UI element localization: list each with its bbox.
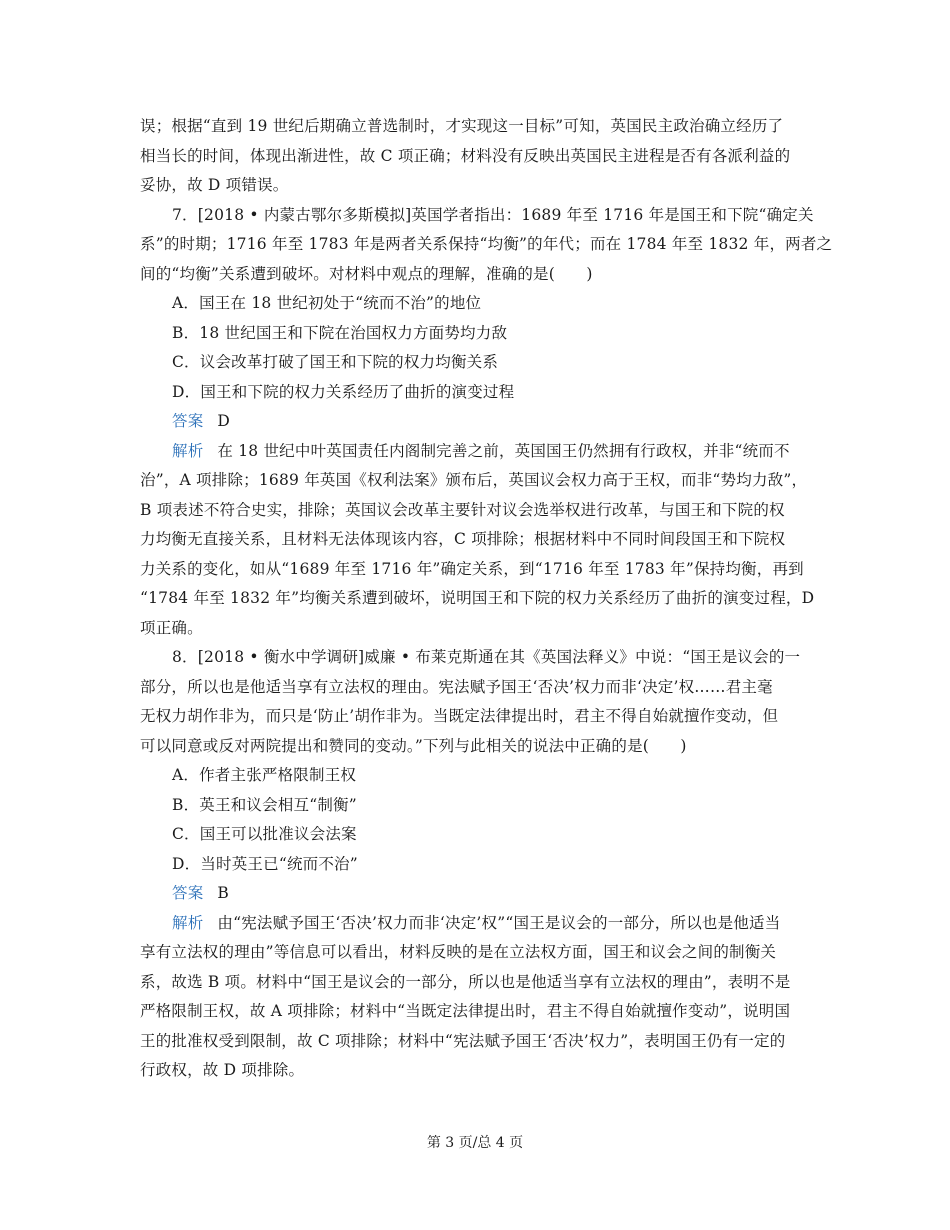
prev-line: 误；根据“直到 19 世纪后期确立普选制时，才实现这一目标”可知，英国民主政治确立经历了 (140, 117, 784, 135)
q8-option-d: D．当时英王已“统而不治” (172, 854, 358, 873)
q7-analysis-line: 治”，A 项排除；1689 年英国《权利法案》颁布后，英国议会权力高于王权，而非“势均力敌”， (140, 471, 808, 489)
q8-stem: 可以同意或反对两院提出和赞同的变动。”下列与此相关的说法中正确的是( ) (140, 736, 687, 755)
q8-stem: 部分，所以也是他适当享有立法权的理由。宪法赋予国王‘否决’权力而非‘决定’权……君主毫 (140, 677, 773, 696)
q7-stem: 间的“均衡”关系遭到破坏。对材料中观点的理解，准确的是( ) (140, 264, 593, 283)
q7-option-d: D．国王和下院的权力关系经历了曲折的演变过程 (172, 382, 515, 401)
analysis-label: 解析 (172, 913, 204, 932)
answer-value: B (217, 884, 229, 902)
q8-analysis-line: 系，故选 B 项。材料中“国王是议会的一部分，所以也是他适当享有立法权的理由”，表明不是 (140, 972, 791, 991)
q8-analysis (140, 909, 816, 939)
q8-stem: 8．[2018 • 衡水中学调研]威廉 • 布莱克斯通在其《英国法释义》中说：“国王是议会的一 (172, 648, 801, 666)
q7-stem: 7．[2018 • 内蒙古鄂尔多斯模拟]英国学者指出：1689 年至 1716 年是国王和下院“确定关 (172, 205, 814, 224)
q7-option-a: A．国王在 18 世纪初处于“统而不治”的地位 (172, 294, 482, 312)
answer-label: 答案 (172, 884, 204, 902)
q8-answer (140, 879, 816, 909)
q7-analysis (140, 437, 816, 467)
prev-line: 相当长的时间，体现出渐进性，故 C 项正确；材料没有反映出英国民主进程是否有各派利益的 (140, 146, 791, 165)
q8-analysis-line: 享有立法权的理由”等信息可以看出，材料反映的是在立法权方面，国王和议会之间的制衡关 (140, 943, 777, 961)
page-content (140, 112, 833, 1086)
q7-analysis-line: B 项表述不符合史实，排除；英国议会改革主要针对议会选举权进行改革，与国王和下院的权 (140, 500, 785, 519)
q8-analysis-line: 严格限制王权，故 A 项排除；材料中“当既定法律提出时，君主不得自始就擅作变动”，说明国 (140, 1002, 791, 1020)
q8-option-c: C．国王可以批准议会法案 (172, 825, 357, 843)
analysis-text: 在 18 世纪中叶英国责任内阁制完善之前，英国国王仍然拥有行政权，并非“统而不 (217, 441, 790, 460)
analysis-label: 解析 (172, 441, 204, 460)
q7-stem: 系”的时期；1716 年至 1783 年是两者关系保持“均衡”的年代；而在 1784 年至 1832 年，两者之 (140, 235, 833, 253)
q7-analysis-line: 项正确。 (140, 618, 203, 637)
q7-option-c: C．议会改革打破了国王和下院的权力均衡关系 (172, 353, 499, 371)
q7-analysis-line: 力关系的变化，如从“1689 年至 1716 年”确定关系，到“1716 年至 1783 年”保持均衡，再到 (140, 559, 804, 578)
q8-stem: 无权力胡作非为，而只是‘防止’胡作非为。当既定法律提出时，君主不得自始就擅作变动，但 (140, 707, 779, 725)
q7-answer (140, 407, 816, 437)
prev-line: 妥协，故 D 项错误。 (140, 176, 289, 194)
q7-option-b: B．18 世纪国王和下院在治国权力方面势均力敌 (172, 323, 508, 342)
q8-option-a: A．作者主张严格限制王权 (172, 766, 357, 784)
answer-value: D (217, 412, 231, 430)
q7-analysis-line: “1784 年至 1832 年”均衡关系遭到破坏，说明国王和下院的权力关系经历了曲折的演变过程，D (140, 589, 815, 607)
analysis-text: 由“宪法赋予国王‘否决’权力而非‘决定’权”“国王是议会的一部分，所以也是他适当 (217, 913, 781, 932)
page-footer: 第 3 页/总 4 页 (426, 1135, 524, 1151)
q8-analysis-line: 王的批准权受到限制，故 C 项排除；材料中“宪法赋予国王‘否决’权力”，表明国王仍有一定的 (140, 1031, 786, 1050)
q8-option-b: B．英王和议会相互“制衡” (172, 795, 357, 814)
q7-analysis-line: 力均衡无直接关系，且材料无法体现该内容，C 项排除；根据材料中不同时间段国王和下院权 (140, 530, 786, 548)
answer-label: 答案 (172, 412, 204, 430)
q8-analysis-line: 行政权，故 D 项排除。 (140, 1061, 305, 1079)
